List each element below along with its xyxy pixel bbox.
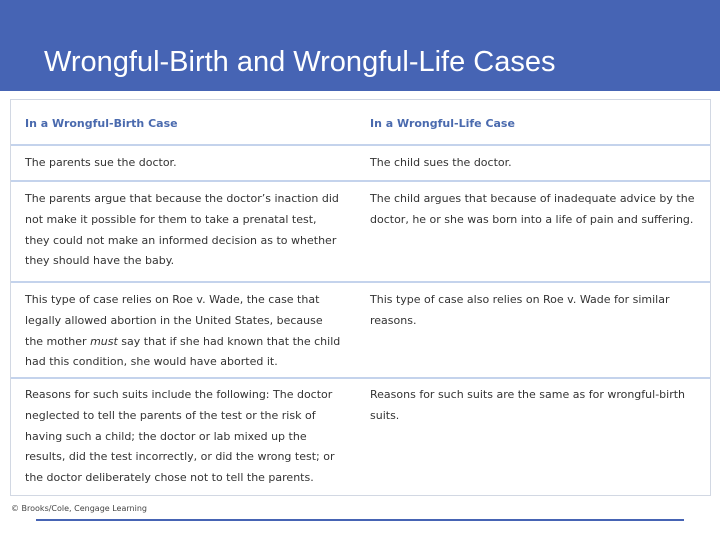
comparison-table xyxy=(10,99,711,496)
table-cell-birth-2: The parents argue that because the doctor’s inaction did not make it possible for them to take a prenatal test, they could not make an informed decision as to whether they should have the baby. xyxy=(25,192,339,268)
table-cell-birth-3: This type of case relies on Roe v. Wade, the case that legally allowed abortion in the United States, because the mother must say that if she had known that the child had this condition, she would have aborted it. xyxy=(25,293,341,369)
header-wrongful-life: In a Wrongful-Life Case xyxy=(370,117,515,130)
row-divider xyxy=(11,144,710,146)
copyright-credit: © Brooks/Cole, Cengage Learning xyxy=(11,504,147,513)
table-cell-birth-4: Reasons for such suits include the following: The doctor neglected to tell the parents of the test or the risk of having such a child; the doctor or lab mixed up the results, did the test incorrectly, or did the wrong test; or the doctor deliberately chose not to tell the parents. xyxy=(25,388,335,485)
row-divider xyxy=(11,281,710,283)
table-cell-life-3: This type of case also relies on Roe v. Wade for similar reasons. xyxy=(370,293,670,327)
row-divider xyxy=(11,180,710,182)
table-cell-birth-1: The parents sue the doctor. xyxy=(25,156,177,169)
table-cell-life-1: The child sues the doctor. xyxy=(370,156,512,169)
row-divider xyxy=(11,377,710,379)
header-wrongful-birth: In a Wrongful-Birth Case xyxy=(25,117,178,130)
table-cell-life-2: The child argues that because of inadequate advice by the doctor, he or she was born into a life of pain and suffering. xyxy=(370,192,695,226)
slide-title: Wrongful-Birth and Wrongful-Life Cases xyxy=(44,46,556,78)
table-cell-life-4: Reasons for such suits are the same as for wrongful-birth suits. xyxy=(370,388,686,422)
footer-rule xyxy=(36,519,684,521)
